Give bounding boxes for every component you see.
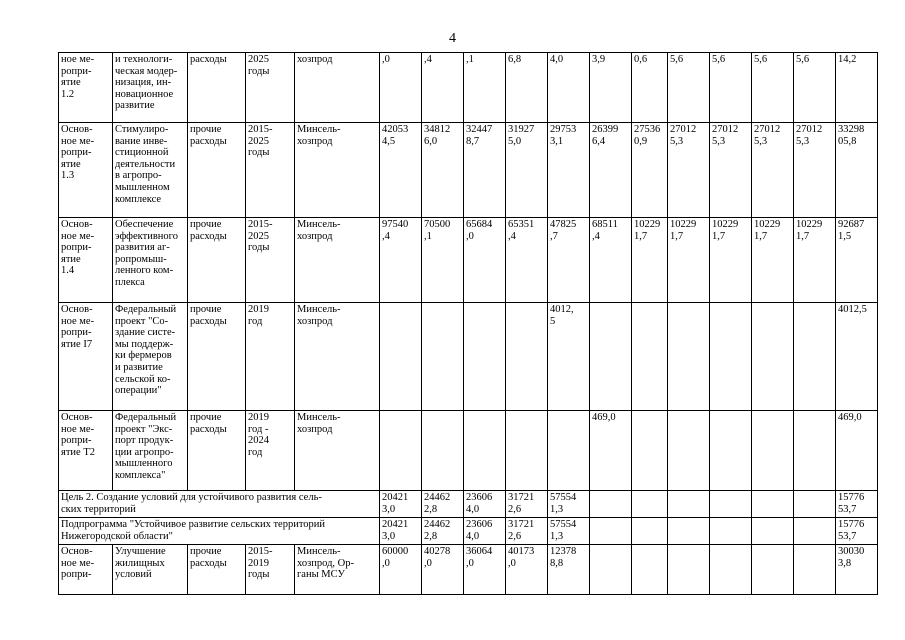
table-cell: Основ- ное ме- ропри-: [59, 545, 113, 595]
table-row: [59, 218, 878, 303]
amount-cell: 57554 1,3: [548, 518, 590, 545]
amount-cell: 24462 2,8: [422, 518, 464, 545]
amount-cell: 26399 6,4: [590, 123, 632, 218]
table-cell: Минсель- хозпрод, Ор- ганы МСУ: [295, 545, 380, 595]
table-cell: и технологи- ческая модер- низация, ин- новационное развитие: [113, 53, 188, 123]
amount-cell: [590, 518, 632, 545]
amount-cell: 47825 ,7: [548, 218, 590, 303]
table-cell: Минсель- хозпрод: [295, 123, 380, 218]
amount-cell: 10229 1,7: [632, 218, 668, 303]
amount-cell: 57554 1,3: [548, 491, 590, 518]
amount-cell: [380, 303, 422, 411]
amount-cell: [710, 491, 752, 518]
amount-cell: 5,6: [794, 53, 836, 123]
summary-row: [59, 518, 878, 545]
amount-cell: [794, 411, 836, 491]
amount-cell: 30030 3,8: [836, 545, 878, 595]
table-cell: 2015- 2019 годы: [246, 545, 295, 595]
amount-cell: 0,6: [632, 53, 668, 123]
amount-cell: [710, 545, 752, 595]
table-cell: прочие расходы: [188, 218, 246, 303]
amount-cell: 34812 6,0: [422, 123, 464, 218]
table-cell: Улучшение жилищных условий: [113, 545, 188, 595]
amount-cell: 6,8: [506, 53, 548, 123]
amount-cell: [668, 545, 710, 595]
amount-cell: 23606 4,0: [464, 491, 506, 518]
amount-cell: 36064 ,0: [464, 545, 506, 595]
amount-cell: 33298 05,8: [836, 123, 878, 218]
amount-cell: 27012 5,3: [752, 123, 794, 218]
amount-cell: 70500 ,1: [422, 218, 464, 303]
amount-cell: 27536 0,9: [632, 123, 668, 218]
amount-cell: 60000 ,0: [380, 545, 422, 595]
amount-cell: [794, 518, 836, 545]
table-cell: Основ- ное ме- ропри- ятие T2: [59, 411, 113, 491]
amount-cell: 65684 ,0: [464, 218, 506, 303]
page-number: 4: [449, 31, 456, 46]
table-cell: Федеральный проект "Экс- порт продук- ции агропро- мышленного комплекса": [113, 411, 188, 491]
amount-cell: 40173 ,0: [506, 545, 548, 595]
amount-cell: [794, 545, 836, 595]
amount-cell: 27012 5,3: [794, 123, 836, 218]
table-body: [59, 53, 878, 595]
amount-cell: 92687 1,5: [836, 218, 878, 303]
amount-cell: 20421 3,0: [380, 518, 422, 545]
table-cell: прочие расходы: [188, 303, 246, 411]
amount-cell: [590, 545, 632, 595]
amount-cell: [752, 545, 794, 595]
amount-cell: [422, 303, 464, 411]
table-cell: Основ- ное ме- ропри- ятие 1.3: [59, 123, 113, 218]
amount-cell: 4,0: [548, 53, 590, 123]
table-cell: Основ- ное ме- ропри- ятие I7: [59, 303, 113, 411]
amount-cell: [632, 545, 668, 595]
amount-cell: 27012 5,3: [668, 123, 710, 218]
table-cell: Минсель- хозпрод: [295, 411, 380, 491]
table-row: [59, 123, 878, 218]
amount-cell: 24462 2,8: [422, 491, 464, 518]
table-cell: Федеральный проект "Со- здание систе- мы поддерж- ки фермеров и развитие сельской ко- операции": [113, 303, 188, 411]
amount-cell: [668, 518, 710, 545]
table-cell: прочие расходы: [188, 545, 246, 595]
amount-cell: 27012 5,3: [710, 123, 752, 218]
amount-cell: 469,0: [590, 411, 632, 491]
summary-row: [59, 491, 878, 518]
amount-cell: 31721 2,6: [506, 491, 548, 518]
amount-cell: [506, 303, 548, 411]
amount-cell: ,1: [464, 53, 506, 123]
amount-cell: 5,6: [752, 53, 794, 123]
table-cell: Минсель- хозпрод: [295, 218, 380, 303]
amount-cell: [548, 411, 590, 491]
amount-cell: 65351 ,4: [506, 218, 548, 303]
amount-cell: 32447 8,7: [464, 123, 506, 218]
amount-cell: [668, 411, 710, 491]
table-row: [59, 545, 878, 595]
amount-cell: 10229 1,7: [710, 218, 752, 303]
amount-cell: [632, 411, 668, 491]
amount-cell: [752, 411, 794, 491]
table-cell: ное ме- ропри- ятие 1.2: [59, 53, 113, 123]
amount-cell: [422, 411, 464, 491]
table-cell: прочие расходы: [188, 411, 246, 491]
amount-cell: 15776 53,7: [836, 518, 878, 545]
amount-cell: 10229 1,7: [794, 218, 836, 303]
amount-cell: 10229 1,7: [668, 218, 710, 303]
amount-cell: [794, 303, 836, 411]
amount-cell: [464, 411, 506, 491]
table-cell: 2015- 2025 годы: [246, 218, 295, 303]
table-row: [59, 303, 878, 411]
amount-cell: 23606 4,0: [464, 518, 506, 545]
table-cell: 2025 годы: [246, 53, 295, 123]
table-cell: Обеспечение эффективного развития аг- ропромыш- ленного ком- плекса: [113, 218, 188, 303]
amount-cell: [794, 491, 836, 518]
amount-cell: 3,9: [590, 53, 632, 123]
table-cell: прочие расходы: [188, 123, 246, 218]
budget-table: [58, 52, 878, 595]
row-label: Цель 2. Создание условий для устойчивого развития сель- ских территорий: [59, 491, 380, 518]
amount-cell: 68511 ,4: [590, 218, 632, 303]
amount-cell: [506, 411, 548, 491]
table-cell: 2019 год - 2024 год: [246, 411, 295, 491]
amount-cell: 31721 2,6: [506, 518, 548, 545]
amount-cell: 469,0: [836, 411, 878, 491]
amount-cell: 5,6: [710, 53, 752, 123]
amount-cell: [710, 303, 752, 411]
table-cell: Стимулиро- вание инве- стиционной деятельности в агропро- мышленном комплексе: [113, 123, 188, 218]
table-cell: Минсель- хозпрод: [295, 303, 380, 411]
amount-cell: [752, 303, 794, 411]
table-cell: 2019 год: [246, 303, 295, 411]
amount-cell: 29753 3,1: [548, 123, 590, 218]
table-cell: 2015- 2025 годы: [246, 123, 295, 218]
amount-cell: ,4: [422, 53, 464, 123]
table-cell: Основ- ное ме- ропри- ятие 1.4: [59, 218, 113, 303]
amount-cell: 15776 53,7: [836, 491, 878, 518]
amount-cell: [632, 518, 668, 545]
row-label: Подпрограмма "Устойчивое развитие сельских территорий Нижегородской области": [59, 518, 380, 545]
amount-cell: 10229 1,7: [752, 218, 794, 303]
table-cell: хозпрод: [295, 53, 380, 123]
amount-cell: 42053 4,5: [380, 123, 422, 218]
amount-cell: 14,2: [836, 53, 878, 123]
amount-cell: [710, 411, 752, 491]
amount-cell: 20421 3,0: [380, 491, 422, 518]
amount-cell: [590, 303, 632, 411]
amount-cell: [632, 303, 668, 411]
amount-cell: [752, 491, 794, 518]
amount-cell: [632, 491, 668, 518]
amount-cell: [590, 491, 632, 518]
amount-cell: 40278 ,0: [422, 545, 464, 595]
amount-cell: [668, 491, 710, 518]
amount-cell: [752, 518, 794, 545]
amount-cell: 12378 8,8: [548, 545, 590, 595]
amount-cell: [380, 411, 422, 491]
amount-cell: 5,6: [668, 53, 710, 123]
amount-cell: 4012, 5: [548, 303, 590, 411]
amount-cell: 31927 5,0: [506, 123, 548, 218]
amount-cell: [668, 303, 710, 411]
amount-cell: 97540 ,4: [380, 218, 422, 303]
amount-cell: [464, 303, 506, 411]
table-row: [59, 411, 878, 491]
amount-cell: ,0: [380, 53, 422, 123]
table-row: [59, 53, 878, 123]
table-cell: расходы: [188, 53, 246, 123]
amount-cell: 4012,5: [836, 303, 878, 411]
amount-cell: [710, 518, 752, 545]
